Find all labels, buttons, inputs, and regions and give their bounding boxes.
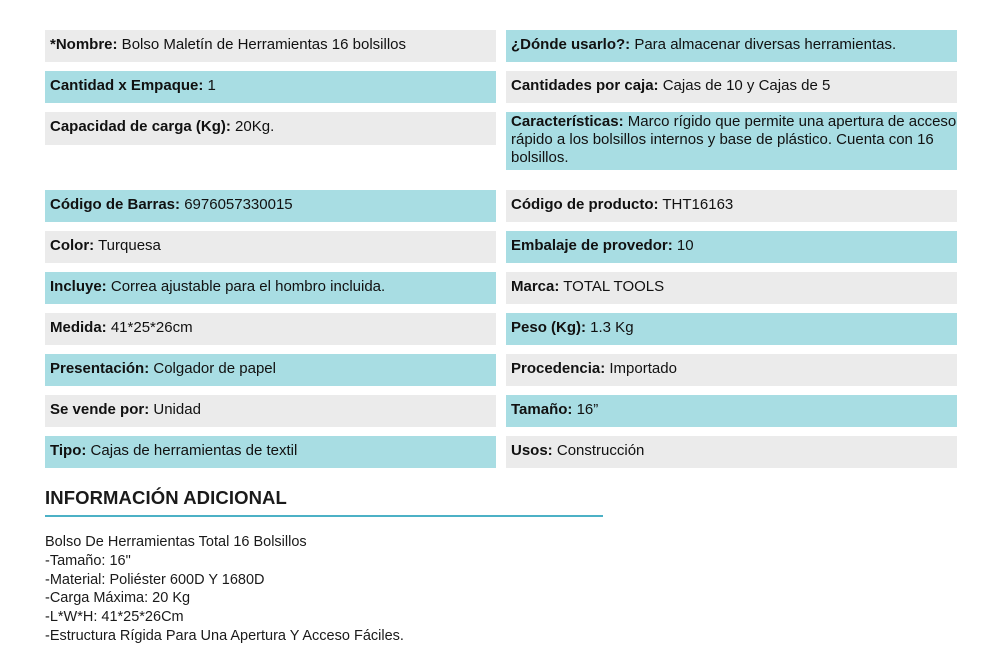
spec-key: Incluye: [50, 278, 107, 295]
additional-info-section [45, 487, 603, 646]
spec-key: Cantidades por caja: [511, 77, 659, 94]
spec-value: Correa ajustable para el hombro incluida. [106, 278, 386, 295]
info-line: Bolso De Herramientas Total 16 Bolsillos [45, 534, 307, 550]
info-line: -Estructura Rígida Para Una Apertura Y Acceso Fáciles. [45, 627, 404, 644]
spec-value: Colgador de papel [149, 360, 276, 377]
spec-key: Color: [50, 237, 95, 254]
additional-info-title: INFORMACIÓN ADICIONAL [45, 487, 603, 517]
spec-key: ¿Dónde usarlo?: [511, 36, 631, 53]
spec-value: Marco rígido que permite una apertura de acceso rápido a los bolsillos internos y base de plástico. Cuenta con 16 bolsillos. [511, 113, 957, 166]
spec-value: Cajas de 10 y Cajas de 5 [658, 77, 831, 94]
info-line: -Carga Máxima: 20 Kg [45, 590, 191, 607]
spec-usos [506, 436, 957, 468]
spec-value: 41*25*26cm [106, 319, 193, 336]
info-line: -Material: Poliéster 600D Y 1680D [45, 571, 265, 588]
spec-value: 6976057330015 [180, 196, 293, 213]
spec-key: *Nombre: [50, 36, 118, 53]
spec-value: Unidad [149, 401, 201, 418]
spec-key: Embalaje de provedor: [511, 237, 673, 254]
spec-incluye [45, 272, 496, 304]
spec-cantidad-empaque [45, 71, 496, 103]
spec-medida [45, 313, 496, 345]
spec-value: 10 [672, 237, 694, 254]
spec-donde-usarlo [506, 30, 957, 62]
spec-value: 20Kg. [230, 118, 275, 135]
spec-key: Capacidad de carga (Kg): [50, 118, 231, 135]
spec-value: Bolso Maletín de Herramientas 16 bolsillos [117, 36, 406, 53]
spec-codigo-barras [45, 190, 496, 222]
spec-value: Construcción [552, 442, 645, 459]
spec-value: 16” [572, 401, 599, 418]
spec-key: Medida: [50, 319, 107, 336]
spec-caracteristicas [506, 112, 957, 170]
spec-codigo-producto [506, 190, 957, 222]
spec-key: Usos: [511, 442, 553, 459]
spec-key: Procedencia: [511, 360, 606, 377]
info-line: -L*W*H: 41*25*26Cm [45, 609, 184, 626]
spec-tipo [45, 436, 496, 468]
spec-value: Importado [605, 360, 677, 377]
spec-key: Código de Barras: [50, 196, 181, 213]
spec-se-vende-por [45, 395, 496, 427]
spec-value: Turquesa [94, 237, 161, 254]
spec-value: 1 [203, 77, 216, 94]
spec-value: Cajas de herramientas de textil [86, 442, 298, 459]
spec-key: Presentación: [50, 360, 150, 377]
info-line: -Tamaño: 16" [45, 552, 131, 569]
spec-marca [506, 272, 957, 304]
spec-key: Tipo: [50, 442, 87, 459]
spec-key: Código de producto: [511, 196, 659, 213]
spec-key: Características: [511, 113, 624, 130]
spec-value: TOTAL TOOLS [559, 278, 665, 295]
spec-key: Tamaño: [511, 401, 573, 418]
spec-procedencia [506, 354, 957, 386]
spec-cantidades-caja [506, 71, 957, 103]
spec-value: Para almacenar diversas herramientas. [630, 36, 897, 53]
spec-key: Cantidad x Empaque: [50, 77, 204, 94]
spec-nombre [45, 30, 496, 62]
spec-value: 1.3 Kg [586, 319, 634, 336]
additional-info-body [45, 533, 603, 646]
spec-key: Se vende por: [50, 401, 150, 418]
spec-presentacion [45, 354, 496, 386]
spec-tamano [506, 395, 957, 427]
spec-color [45, 231, 496, 263]
spec-peso [506, 313, 957, 345]
spec-value: THT16163 [658, 196, 734, 213]
product-specs-table [45, 30, 957, 468]
spec-key: Marca: [511, 278, 560, 295]
spec-embalaje-proveedor [506, 231, 957, 263]
spec-key: Peso (Kg): [511, 319, 586, 336]
spec-capacidad-carga [45, 112, 496, 181]
